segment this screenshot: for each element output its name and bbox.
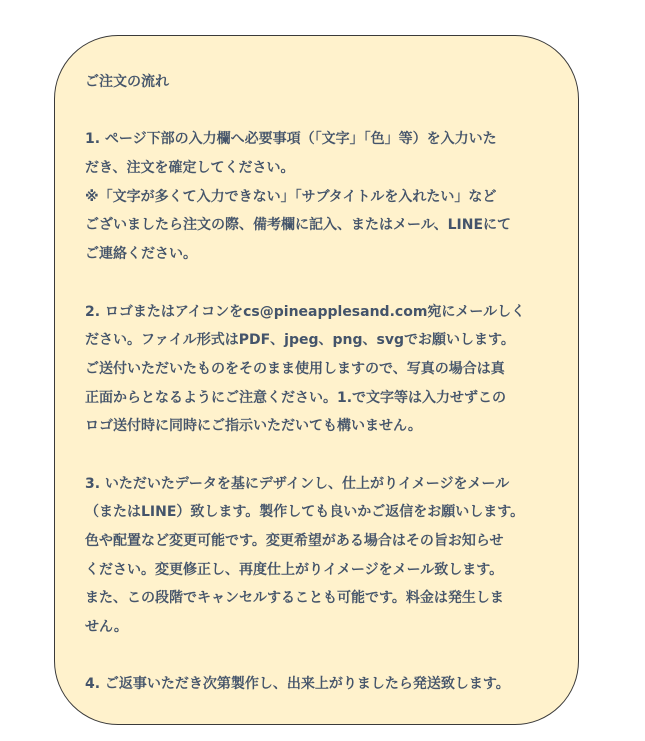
spacer bbox=[85, 269, 558, 298]
step-3-line: 色や配置など変更可能です。変更希望がある場合はその旨お知らせ bbox=[85, 533, 504, 549]
step-4-line: 4. ご返事いただき次第製作し、出来上がりましたら発送致します。 bbox=[85, 676, 510, 693]
spacer bbox=[85, 441, 558, 470]
step-1-line: 1. ページ下部の入力欄へ必要事項（「文字」「色」等）を入力いた bbox=[85, 131, 497, 148]
step-3-line: 3. いただいたデータを基にデザインし、仕上がりイメージをメール bbox=[85, 475, 510, 492]
step-2-line: ご送付いただいたものをそのまま使用しますので、写真の場合は真 bbox=[85, 360, 505, 377]
step-3-line: せん。 bbox=[85, 619, 128, 636]
step-1-line: ございましたら注文の際、備考欄に記入、またはメール、LINEにて bbox=[85, 217, 512, 234]
order-flow-title: ご注文の流れ bbox=[85, 74, 169, 90]
step-3 bbox=[85, 470, 558, 642]
step-1-line: だき、注文を確定してください。 bbox=[85, 160, 295, 177]
step-4 bbox=[85, 670, 558, 699]
step-3-line: ください。変更修正し、再度仕上がりイメージをメール致します。 bbox=[85, 561, 504, 578]
step-1-line: ※「文字が多くて入力できない」「サブタイトルを入れたい」など bbox=[85, 188, 497, 205]
step-2-line: 正面からとなるようにご注意ください。1.で文字等は入力せずこの bbox=[85, 389, 507, 406]
spacer bbox=[85, 97, 558, 126]
step-1-line: ご連絡ください。 bbox=[85, 246, 197, 263]
step-2-line: 2. ロゴまたはアイコンをcs@pineapplesand.com宛にメールしく bbox=[85, 303, 526, 320]
order-flow-card bbox=[54, 35, 579, 725]
step-1 bbox=[85, 125, 558, 268]
step-3-line: また、この段階でキャンセルすることも可能です。料金は発生しま bbox=[85, 590, 504, 607]
spacer bbox=[85, 642, 558, 671]
step-2-line: ロゴ送付時に同時にご指示いただいても構いません。 bbox=[85, 418, 422, 435]
step-2 bbox=[85, 298, 558, 441]
step-2-line: ださい。ファイル形式はPDF、jpeg、png、svgでお願いします。 bbox=[85, 332, 515, 349]
step-3-line: （またはLINE）致します。製作しても良いかご返信をお願いします。 bbox=[85, 504, 525, 521]
